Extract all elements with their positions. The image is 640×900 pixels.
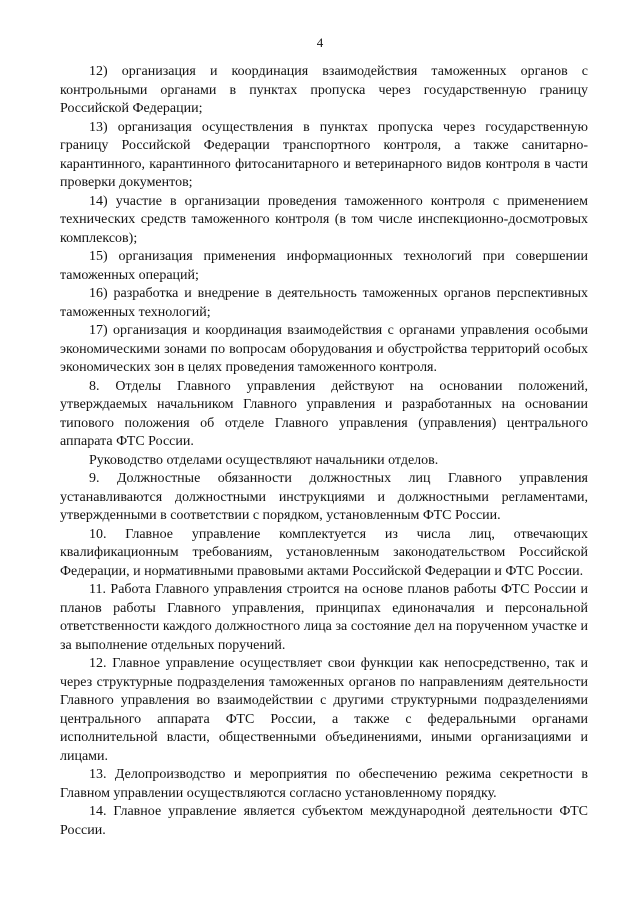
paragraph-item-13: 13) организация осуществления в пунктах пропуска через государственную границу Российской Федерации транспортного контроля, а также санитарно-карантинного, карантинного фитосанитарного и ветеринарного видов контроля в части проверки документов; [60, 119, 588, 190]
paragraph-section-14: 14. Главное управление является субъектом международной деятельности ФТС России. [60, 804, 588, 838]
paragraph-section-11: 11. Работа Главного управления строится на основе планов работы ФТС России и планов работы Главного управления, принципах единоначалия и персональной ответственности каждого должностного лица за состояние дел на порученном участке и за выполнение отдельных поручений. [60, 582, 588, 653]
paragraph-section-13: 13. Делопроизводство и мероприятия по обеспечению режима секретности в Главном управлении осуществляются согласно установленному порядку. [60, 767, 588, 801]
paragraph-item-15: 15) организация применения информационных технологий при совершении таможенных операций; [60, 249, 588, 283]
paragraph-section-8: 8. Отделы Главного управления действуют на основании положений, утверждаемых начальником Главного управления и разработанных на основании типового положения об отделе Главного управления (управления) центрального аппарата ФТС России. [60, 378, 588, 449]
paragraph-item-12: 12) организация и координация взаимодействия таможенных органов с контрольными органами в пунктах пропуска через государственную границу Российской Федерации; [60, 64, 588, 116]
paragraph-item-16: 16) разработка и внедрение в деятельность таможенных органов перспективных таможенных технологий; [60, 286, 588, 320]
document-body [60, 63, 588, 840]
paragraph-item-17: 17) организация и координация взаимодействия с органами управления особыми экономическими зонами по вопросам оборудования и обустройства территорий особых экономических зон в целях проведения таможенного контроля. [60, 323, 588, 375]
paragraph-section-10: 10. Главное управление комплектуется из числа лиц, отвечающих квалификационным требованиям, установленным законодательством Российской Федерации, и нормативными правовыми актами Российской Федерации и ФТС России. [60, 526, 588, 579]
paragraph-department-heads: Руководство отделами осуществляют начальники отделов. [89, 452, 439, 468]
paragraph-section-12: 12. Главное управление осуществляет свои функции как непосредственно, так и через структурные подразделения таможенных органов по направлениям деятельности Главного управления во взаимодействии с другими структурными подразделениями центрального аппарата ФТС России, а также с федеральными органами исполнительной власти, общественными объединениями, иными организациями и лицами. [60, 656, 588, 764]
page-number: 4 [316, 35, 324, 50]
paragraph-section-9: 9. Должностные обязанности должностных лиц Главного управления устанавливаются должностными инструкциями и должностными регламентами, утвержденными в соответствии с порядком, установленным ФТС России. [60, 471, 588, 523]
paragraph-item-14: 14) участие в организации проведения таможенного контроля с применением технических средств таможенного контроля (в том числе инспекционно-досмотровых комплексов); [60, 193, 588, 246]
